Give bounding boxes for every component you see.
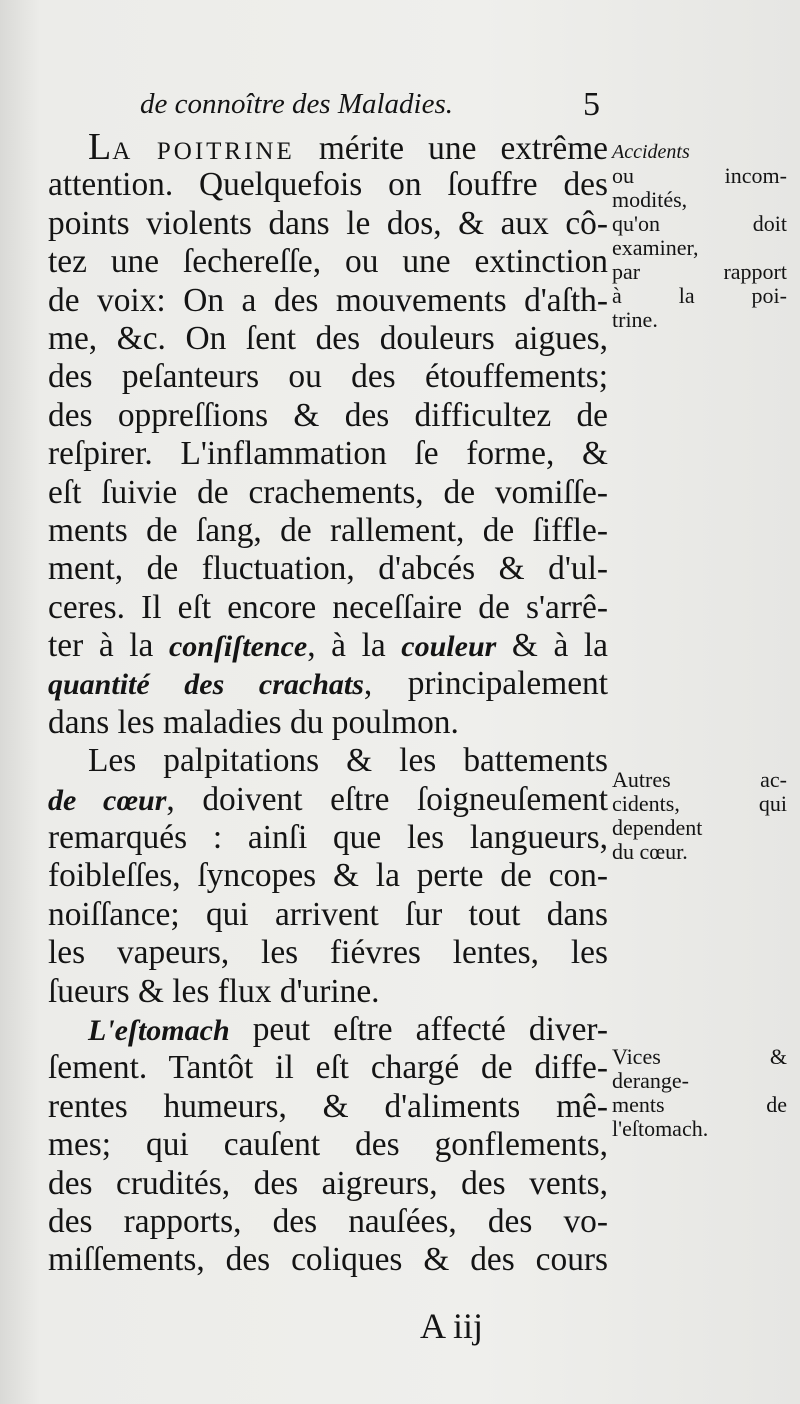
note-line: examiner, [612,235,699,260]
text-line: des crudités, des aigreurs, des vents, [48,1164,608,1202]
note-line: modités, [612,187,688,212]
text-fragment: , doivent eſtre ſoigneuſement [166,780,608,818]
text-line: foibleſſes, ſyncopes & la perte de con- [48,857,608,895]
text-line: dans les maladies du poulmon. [48,703,459,741]
text-line: miſſements, des coliques & des cours [48,1241,608,1279]
margin-note-stomach [612,1045,787,1141]
note-line: Accidents [612,141,690,163]
text-line [48,781,608,819]
text-line: me, &c. On ſent des douleurs aigues, [48,319,608,357]
note-line: du cœur. [612,839,688,864]
text-fragment: & à la [496,627,609,665]
text-line: ment, de fluctuation, d'abcés & d'ul- [48,550,608,588]
text-fragment: , à la [307,627,402,665]
text-line [48,1011,608,1049]
text-line: des oppreſſions & des difficultez de [48,396,608,434]
text-line: ments de ſang, de rallement, de ſiffle- [48,511,608,549]
text-line [48,665,608,703]
text-fragment: , principalement [363,665,608,703]
signature-mark: A iij [420,1306,484,1346]
text-line: rentes humeurs, & d'aliments mê- [48,1087,608,1125]
note-line: Vices & [612,1044,787,1069]
page-header [140,88,610,132]
text-line: mes; qui cauſent des gonflements, [48,1126,608,1164]
margin-note-heart [612,768,787,864]
italic-term: conſiſtence [168,630,308,664]
page-number: 5 [583,86,600,123]
text-line: points violents dans le dos, & aux cô- [48,204,608,242]
text-line: ſement. Tantôt il eſt chargé de diffe- [48,1049,608,1087]
note-line: derange- [612,1068,689,1093]
note-line: Autres ac- [612,767,787,792]
small-caps-word: A POITRINE [112,138,295,165]
text-line: remarqués : ainſi que les langueurs, [48,819,608,857]
text-line: des rapports, des nauſées, des vo- [48,1202,608,1240]
body-text [48,128,608,1280]
text-line [48,128,608,166]
note-line: à la poi- [612,283,787,308]
note-line: par rapport [612,259,787,284]
text-line: attention. Quelquefois on ſouffre des [48,166,608,204]
text-line: reſpirer. L'inflammation ſe forme, & [48,435,608,473]
note-line: dependent [612,815,703,840]
italic-term: couleur [401,630,497,664]
text-fragment: mérite une extrême [294,130,608,167]
drop-capital: L [88,126,113,168]
note-line: ou incom- [612,163,787,188]
text-line: Les palpitations & les battements [88,742,608,780]
text-line: noiſſance; qui arrivent ſur tout dans [48,895,608,933]
text-fragment: peut eſtre affecté diver- [229,1010,608,1048]
text-line [48,627,608,665]
running-title: de connoître des Maladies. [140,88,454,120]
text-line: de voix: On a des mouvements d'aſth- [48,281,608,319]
note-line: l'eſtomach. [612,1116,709,1141]
text-line: eſt ſuivie de crachements, de vomiſſe- [48,473,608,511]
text-line: ſueurs & les flux d'urine. [48,972,380,1010]
text-line: des peſanteurs ou des étouffements; [48,358,608,396]
margin-note-chest [612,140,787,332]
note-line: qu'on doit [612,211,787,236]
italic-term: L'eſtomach [88,1013,230,1047]
note-line: cidents, qui [612,791,787,816]
text-line: les vapeurs, les fiévres lentes, les [48,934,608,972]
note-line: trine. [612,307,658,332]
italic-term: de cœur [48,783,167,817]
note-line: ments de [612,1092,787,1117]
text-line: tez une ſechereſſe, ou une extinction [48,243,608,281]
text-fragment: ter à la [48,627,169,665]
italic-term: quantité des crachats [48,668,364,702]
text-line: ceres. Il eſt encore neceſſaire de s'arrê- [48,588,608,626]
